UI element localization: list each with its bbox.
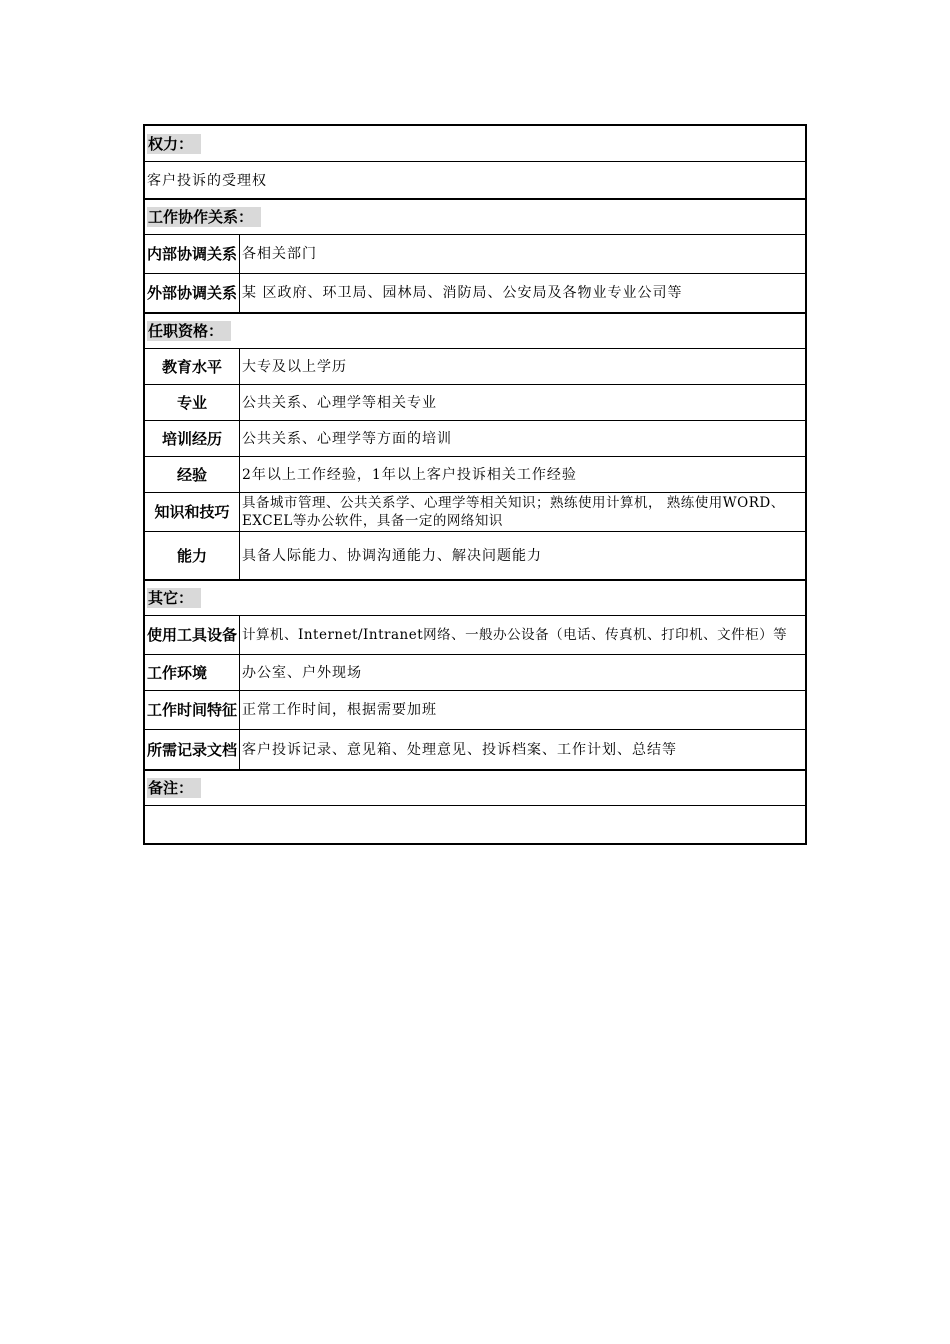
section-cooperation-title: 工作协作关系：	[147, 207, 261, 227]
row-value: 具备人际能力、协调沟通能力、解决问题能力	[242, 547, 542, 564]
table-row	[145, 531, 805, 579]
row-label: 专业	[145, 385, 240, 420]
row-value: 2年以上工作经验，1年以上客户投诉相关工作经验	[242, 466, 577, 483]
table-row	[145, 273, 805, 312]
row-value: 公共关系、心理学等相关专业	[242, 394, 437, 411]
table-row	[145, 492, 805, 531]
table-row	[145, 384, 805, 420]
row-label: 工作环境	[145, 655, 240, 690]
section-qualification-header	[145, 312, 805, 348]
row-label: 所需记录文档	[145, 730, 240, 769]
job-description-table	[143, 124, 807, 845]
row-label: 能力	[145, 532, 240, 579]
section-power-title: 权力：	[147, 134, 201, 154]
table-row	[145, 615, 805, 654]
table-row	[145, 690, 805, 729]
section-remarks-title: 备注：	[147, 778, 201, 798]
row-value: 大专及以上学历	[242, 358, 347, 375]
section-remarks-header	[145, 769, 805, 805]
power-content: 客户投诉的受理权	[145, 161, 805, 198]
section-cooperation-header	[145, 198, 805, 234]
section-other-header	[145, 579, 805, 615]
remarks-content	[145, 805, 805, 843]
table-row	[145, 234, 805, 273]
row-label: 教育水平	[145, 349, 240, 384]
row-value: 计算机、Internet/Intranet网络、一般办公设备（电话、传真机、打印机、文件柜）等	[242, 627, 788, 643]
row-value: 各相关部门	[242, 246, 317, 262]
row-value: 具备城市管理、公共关系学、心理学等相关知识；熟练使用计算机， 熟练使用WORD、EXCEL等办公软件，具备一定的网络知识	[242, 495, 785, 529]
section-power-header	[145, 126, 805, 161]
table-row	[145, 456, 805, 492]
row-value: 办公室、户外现场	[242, 664, 362, 681]
section-other-title: 其它：	[147, 588, 201, 608]
table-row	[145, 420, 805, 456]
row-label: 使用工具设备	[145, 616, 240, 654]
row-label: 内部协调关系	[145, 235, 240, 273]
row-label: 培训经历	[145, 421, 240, 456]
table-row	[145, 654, 805, 690]
section-qualification-title: 任职资格：	[147, 321, 231, 341]
row-value: 客户投诉记录、意见箱、处理意见、投诉档案、工作计划、总结等	[242, 741, 677, 758]
row-label: 经验	[145, 457, 240, 492]
row-value: 正常工作时间，根据需要加班	[242, 702, 437, 718]
row-value: 公共关系、心理学等方面的培训	[242, 430, 452, 447]
row-label: 知识和技巧	[145, 493, 240, 531]
row-value: 某 区政府、环卫局、园林局、消防局、公安局及各物业专业公司等	[242, 285, 683, 301]
row-label: 外部协调关系	[145, 274, 240, 312]
table-row	[145, 348, 805, 384]
row-label: 工作时间特征	[145, 691, 240, 729]
table-row	[145, 729, 805, 769]
